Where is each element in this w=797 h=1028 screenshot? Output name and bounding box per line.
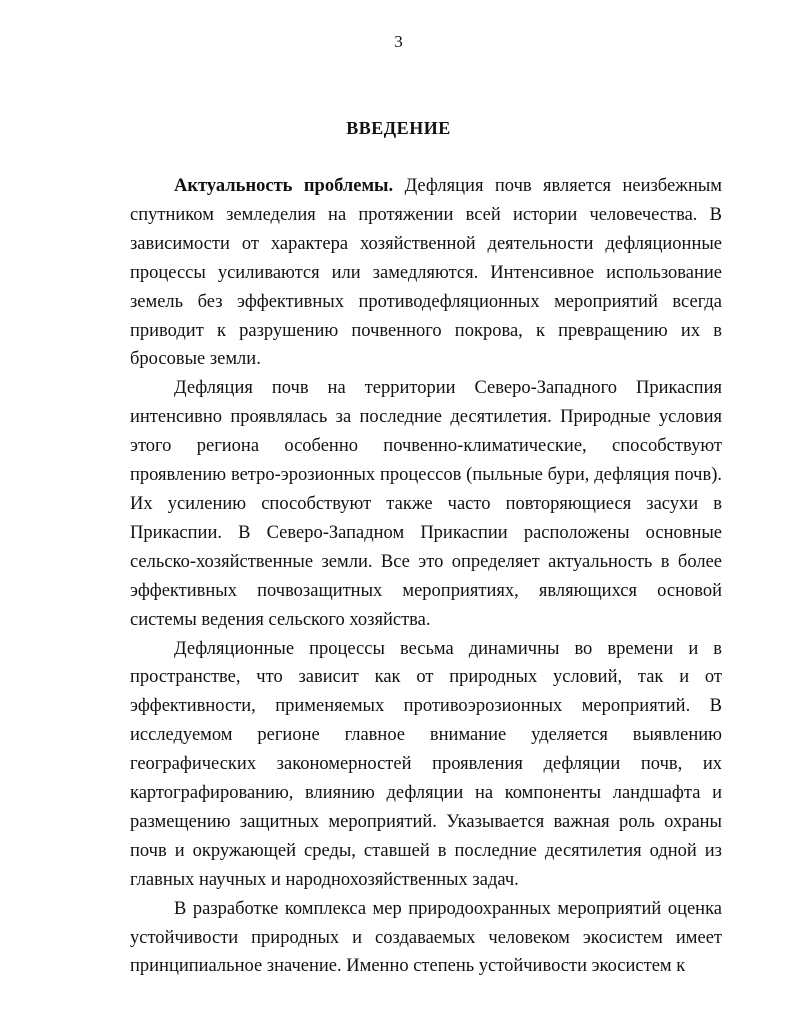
paragraph-2: Дефляция почв на территории Северо-Западного Прикаспия интенсивно проявлялась за последние десятилетия. Природные условия этого региона особенно почвенно-климатические, способствуют проявлению ветро-эрозионных процессов (пыльные бури, дефляция почв). Их усилению способствуют также часто повторяющиеся засухи в Прикаспии. В Северо-Западном Прикаспии расположены основные сельско-хозяйственные земли. Все это определяет актуальность в более эффективных почвозащитных мероприятиях, являющихся основой системы ведения сельского хозяйства.: [130, 378, 722, 630]
body-text: [130, 172, 722, 981]
page-number: 3: [394, 32, 403, 51]
paragraph-3: Дефляционные процессы весьма динамичны во времени и в пространстве, что зависит как от природных условий, так и от эффективности, применяемых противоэрозионных мероприятий. В исследуемом регионе главное внимание уделяется выявлению географических закономерностей проявления дефляции почв, их картографированию, влиянию дефляции на компоненты ландшафта и размещению защитных мероприятий. Указывается важная роль охраны почв и окружающей среды, ставшей в последние десятилетия одной из главных научных и народнохозяйственных задач.: [130, 638, 722, 890]
paragraph-text: Дефляция почв является неизбежным спутником земледелия на протяжении всей истории человечества. В зависимости от характера хозяйственной деятельности дефляционные процессы усиливаются или замедляются. Интенсивное использование земель без эффективных противодефляционных мероприятий всегда приводит к разрушению почвенного покрова, к превращению их в бросовые земли.: [130, 176, 723, 370]
paragraph-4: В разработке комплекса мер природоохранных мероприятий оценка устойчивости природных и создаваемых человеком экосистем имеет принципиальное значение. Именно степень устойчивости экосистем к: [130, 898, 722, 977]
paragraph-1: [130, 172, 722, 374]
paragraph-lead: Актуальность проблемы.: [174, 176, 394, 196]
section-heading: ВВЕДЕНИЕ: [346, 118, 451, 138]
